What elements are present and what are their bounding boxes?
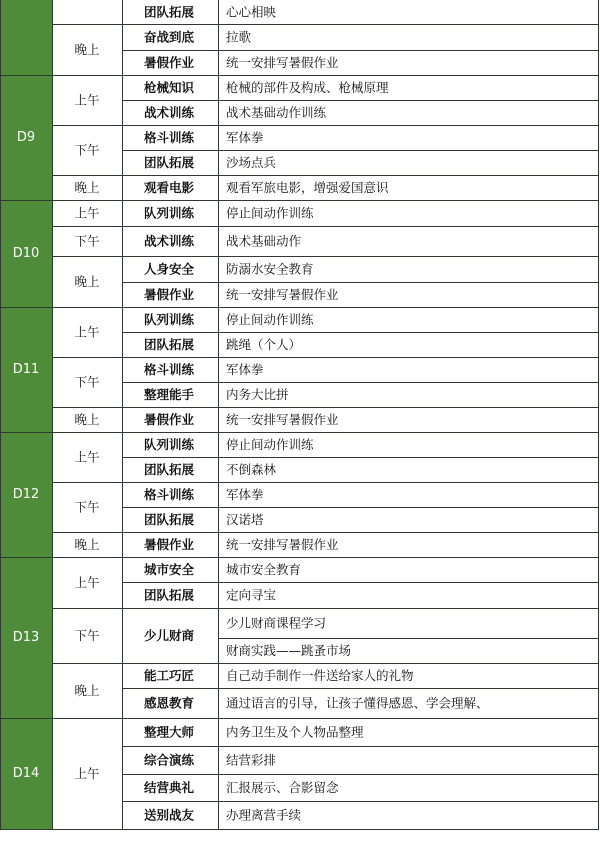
activity-content: 汉诺塔 [226,512,264,527]
activity-name: 暑假作业 [144,55,195,70]
activity-name: 战术训练 [144,105,195,120]
day-label: D9 [16,130,36,145]
day-label: D10 [12,246,40,261]
period-label: 晚上 [74,412,100,427]
activity-name: 队列训练 [144,312,195,327]
activity-content: 停止间动作训练 [226,437,314,452]
activity-name: 战术训练 [144,233,195,249]
activity-content: 沙场点兵 [226,155,277,170]
day-cell [0,0,52,75]
activity-content: 观看军旅电影，增强爱国意识 [226,180,389,195]
day-label: D14 [12,766,40,781]
activity-name: 少儿财商 [144,628,195,643]
activity-content: 统一安排写暑假作业 [226,412,339,427]
period-label: 晚上 [74,180,100,195]
activity-content: 通过语言的引导，让孩子懂得感恩、学会理解、 [226,695,489,711]
period-label: 下午 [74,233,100,249]
period-label: 晚上 [74,274,100,289]
activity-name: 格斗训练 [144,362,195,377]
activity-content: 跳绳（个人） [226,337,302,352]
activity-name: 能工巧匠 [144,668,195,683]
activity-name: 人身安全 [144,261,195,277]
day-column [0,0,52,829]
activity-content: 不倒森林 [226,462,277,477]
activity-content: 少儿财商课程学习 [226,615,327,631]
period-label: 下午 [74,142,100,158]
activity-content: 财商实践——跳蚤市场 [226,643,352,658]
activity-content: 战术基础动作训练 [226,105,327,120]
activity-name: 感恩教育 [144,695,195,711]
activity-content: 军体拳 [226,362,264,377]
activity-content: 枪械的部件及构成、枪械原理 [226,80,389,95]
day-label: D13 [12,630,40,645]
activity-name: 队列训练 [144,437,195,452]
activity-name: 团队拓展 [144,512,195,527]
activity-name: 奋战到底 [144,29,195,45]
activity-content: 战术基础动作 [226,233,302,249]
activity-name: 格斗训练 [144,130,195,145]
activity-content: 自己动手制作一件送给家人的礼物 [226,668,414,683]
activity-name: 团队拓展 [144,462,195,477]
activity-content: 城市安全教育 [226,562,302,577]
activity-content: 军体拳 [226,487,264,502]
activity-content: 停止间动作训练 [226,312,314,327]
activity-name: 暑假作业 [144,287,195,302]
activity-content: 拉歌 [226,29,252,45]
activity-name: 整理能手 [144,387,195,402]
day-label: D12 [12,487,40,502]
activity-name: 暑假作业 [144,412,195,427]
activity-name: 团队拓展 [144,4,195,20]
activity-content: 心心相映 [226,4,277,20]
activity-name: 团队拓展 [144,155,195,170]
activity-content: 军体拳 [226,130,264,145]
activity-name: 综合演练 [144,752,195,768]
period-label: 下午 [74,374,100,390]
day-label: D11 [12,362,40,377]
period-label: 晚上 [74,537,100,552]
activity-name: 团队拓展 [144,337,195,352]
period-label: 上午 [74,324,100,340]
activity-content: 内务大比拼 [226,387,289,402]
activity-content: 结营彩排 [226,752,277,768]
activity-content: 防溺水安全教育 [226,261,314,277]
activity-content: 统一安排写暑假作业 [226,287,339,302]
activity-name: 整理大师 [144,724,195,740]
period-label: 上午 [74,205,100,221]
activity-content: 统一安排写暑假作业 [226,55,339,70]
period-label: 下午 [74,628,100,643]
activity-name: 团队拓展 [144,587,195,603]
activity-content: 汇报展示、合影留念 [226,780,339,795]
activity-content: 内务卫生及个人物品整理 [226,724,364,740]
activity-name: 观看电影 [144,180,195,195]
period-label: 上午 [74,766,100,781]
activity-content: 定向寻宝 [226,587,277,603]
period-label: 上午 [74,92,100,108]
activity-content: 办理离营手续 [226,807,302,823]
period-label: 上午 [74,575,100,590]
period-label: 晚上 [74,42,100,57]
activity-name: 格斗训练 [144,487,195,502]
activity-name: 结营典礼 [144,780,195,795]
activity-name: 枪械知识 [144,80,195,95]
activity-name: 队列训练 [144,205,195,221]
activity-name: 城市安全 [144,562,195,577]
activity-content: 停止间动作训练 [226,205,314,221]
period-label: 上午 [74,449,100,465]
activity-name: 暑假作业 [144,537,195,552]
period-label: 下午 [74,499,100,515]
period-label: 晚上 [74,683,100,698]
activity-name: 送别战友 [144,807,195,823]
activity-content: 统一安排写暑假作业 [226,537,339,552]
